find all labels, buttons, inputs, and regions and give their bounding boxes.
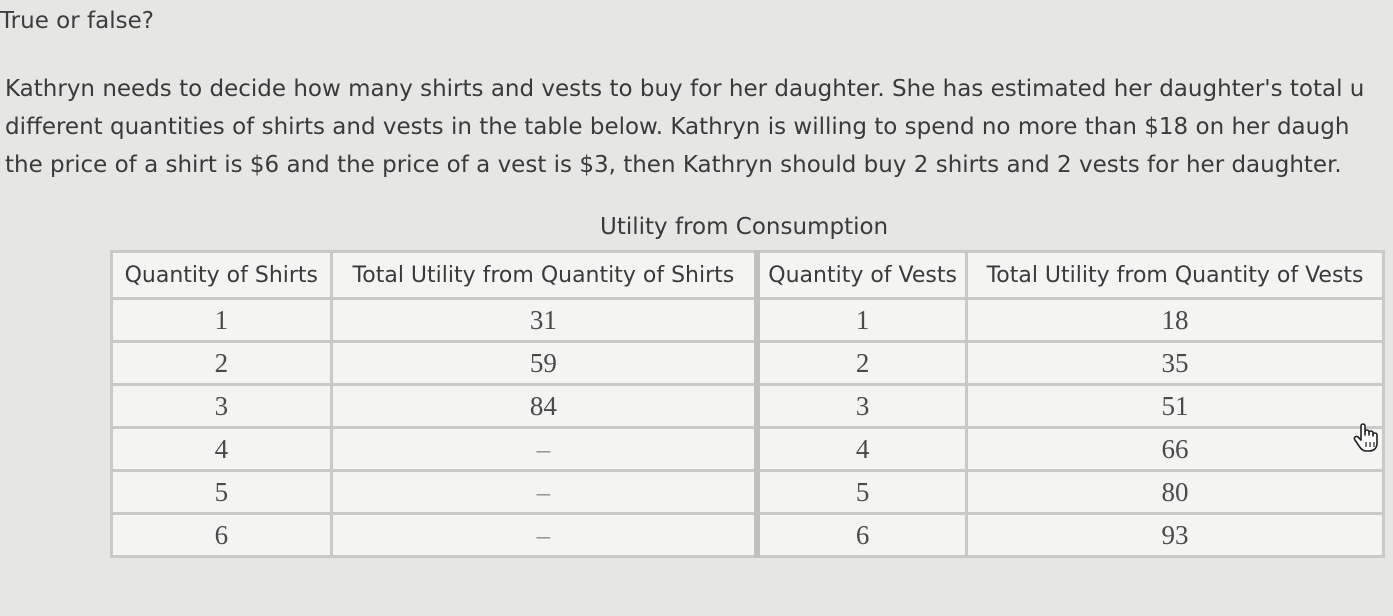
header-quantity-shirts: Quantity of Shirts (112, 252, 332, 299)
table-title: Utility from Consumption (600, 214, 889, 240)
cell-utility-shirts: 84 (331, 385, 757, 428)
cell-utility-vests: 80 (967, 471, 1384, 514)
utility-table (110, 250, 1385, 558)
question-text (5, 70, 1393, 184)
question-line: the price of a shirt is $6 and the price of a vest is $3, then Kathryn should buy 2 shirts and 2 vests for her daughter. (5, 152, 1342, 178)
cell-utility-shirts: – (331, 514, 757, 557)
table-row (112, 514, 1384, 557)
header-quantity-vests: Quantity of Vests (757, 252, 966, 299)
cell-quantity-vests: 5 (757, 471, 966, 514)
cell-utility-shirts: – (331, 471, 757, 514)
cell-utility-vests: 51 (967, 385, 1384, 428)
cell-quantity-vests: 1 (757, 299, 966, 342)
cell-quantity-vests: 4 (757, 428, 966, 471)
question-line: Kathryn needs to decide how many shirts and vests to buy for her daughter. She has estimated her daughter's total u (5, 76, 1365, 102)
cell-quantity-vests: 6 (757, 514, 966, 557)
cell-quantity-shirts: 1 (112, 299, 332, 342)
cell-utility-vests: 66 (967, 428, 1384, 471)
header-utility-shirts: Total Utility from Quantity of Shirts (331, 252, 757, 299)
prompt-title: True or false? (0, 8, 154, 34)
question-line: different quantities of shirts and vests in the table below. Kathryn is willing to spend no more than $18 on her daugh (5, 114, 1350, 140)
cell-quantity-shirts: 5 (112, 471, 332, 514)
cell-quantity-shirts: 4 (112, 428, 332, 471)
cell-utility-shirts: – (331, 428, 757, 471)
table-row (112, 299, 1384, 342)
table-header-row (112, 252, 1384, 299)
cell-utility-shirts: 31 (331, 299, 757, 342)
cell-utility-vests: 93 (967, 514, 1384, 557)
table-row (112, 385, 1384, 428)
cell-quantity-vests: 2 (757, 342, 966, 385)
cell-utility-shirts: 59 (331, 342, 757, 385)
hand-pointer-icon (1352, 422, 1382, 454)
cell-quantity-vests: 3 (757, 385, 966, 428)
cell-quantity-shirts: 2 (112, 342, 332, 385)
table-row (112, 471, 1384, 514)
header-utility-vests: Total Utility from Quantity of Vests (967, 252, 1384, 299)
cell-utility-vests: 35 (967, 342, 1384, 385)
cell-utility-vests: 18 (967, 299, 1384, 342)
cell-quantity-shirts: 6 (112, 514, 332, 557)
cell-quantity-shirts: 3 (112, 385, 332, 428)
table-row (112, 428, 1384, 471)
table-row (112, 342, 1384, 385)
